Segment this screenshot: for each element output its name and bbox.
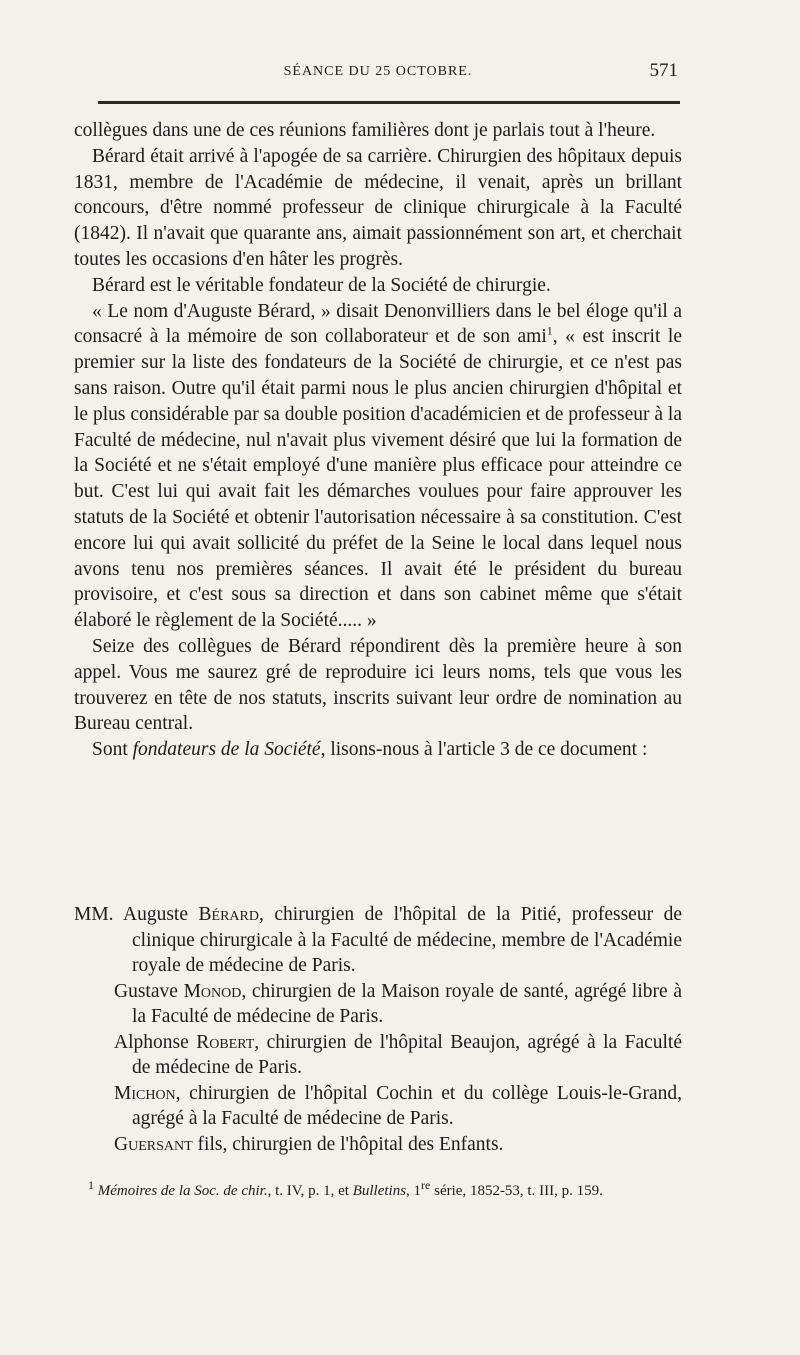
paragraph: collègues dans une de ces réunions familières dont je parlais tout à l'heure. (74, 120, 656, 141)
list-item (74, 979, 682, 1030)
entry-name: Robert (196, 1031, 255, 1053)
entry-desc: , chirurgien de l'hôpital de la Pitié, professeur de clinique chirurgicale à la Faculté de médecine, membre de l'Académie royale de médecine de Paris. (132, 904, 682, 976)
page-header (74, 60, 682, 90)
entry-name: Michon (114, 1082, 176, 1104)
emphasis: fondateurs de la Société (132, 739, 321, 761)
entry-prefix: Alphonse (114, 1031, 197, 1053)
body-text (74, 118, 682, 763)
paragraph: Bérard est le véritable fondateur de la Société de chirurgie. (92, 274, 551, 296)
paragraph: Seize des collègues de Bérard répondirent dès la première heure à son appel. Vous me saurez gré de reproduire ici leurs noms, tels que vous les trouverez en tête de nos statuts, inscrits suivant leur ordre de nomination au Bureau central. (74, 635, 682, 735)
entry-desc: fils, chirurgien de l'hôpital des Enfants. (192, 1133, 504, 1155)
entry-prefix: Gustave (114, 980, 184, 1002)
running-head: SÉANCE DU 25 OCTOBRE. (283, 64, 473, 79)
text-run: , t. IV, p. 1, et (267, 1183, 353, 1199)
list-item (74, 1030, 682, 1081)
page-number: 571 (649, 60, 678, 81)
text-run: , lisons-nous à l'article 3 de ce document : (320, 739, 648, 761)
emphasis: Mémoires de la Soc. de chir. (97, 1183, 268, 1199)
list-item (74, 1081, 682, 1132)
entry-name: Monod (183, 980, 242, 1002)
superscript: re (421, 1178, 431, 1192)
header-rule (98, 101, 680, 104)
paragraph (74, 299, 682, 634)
founders-list (74, 902, 682, 1157)
entry-desc: , chirurgien de l'hôpital Beaujon, agrégé à la Faculté de médecine de Paris. (132, 1031, 682, 1078)
entry-name: Bérard (198, 904, 259, 925)
paragraph: Bérard était arrivé à l'apogée de sa carrière. Chirurgien des hôpitaux depuis 1831, membre de l'Académie de médecine, il venait, après un brillant concours, d'être nommé professeur de clinique chirurgicale à la Faculté (1842). Il n'avait que quarante ans, aimait passionnément son art, et cherchait toutes les occasions d'en hâter les progrès. (74, 145, 682, 270)
text-run: Sont (92, 739, 133, 761)
quote-rest: , « est inscrit le premier sur la liste des fondateurs de la Société de chirurgie, et ce n'est pas sans raison. Outre qu'il était parmi nous le plus ancien chirurgien d'hôpital et le plus considérable par sa double position d'académicien et de professeur à la Faculté de médecine, nul n'avait plus vivement désiré que lui la formation de la Société et ne s'était employé d'une manière plus efficace pour atteindre ce but. C'est lui qui avait fait les démarches voulues pour faire approuver les statuts de la Société et obtenir l'autorisation nécessaire à sa constitution. C'est encore lui qui avait sollicité du préfet de la Seine le local dans lequel nous avons tenu nos premières séances. Il avait été le président du bureau provisoire, et c'est sous sa direction et dans son cabinet même que s'était élaboré le règlement de la Société..... » (74, 326, 682, 632)
footnote (74, 1180, 682, 1202)
entry-prefix: MM. Auguste (74, 904, 199, 925)
list-item (74, 902, 682, 979)
emphasis: Bulletins (352, 1183, 407, 1199)
entry-desc: , chirurgien de la Maison royale de santé, agrégé libre à la Faculté de médecine de Paris. (132, 980, 682, 1027)
footnote-text (74, 1180, 682, 1202)
list-item (74, 1132, 682, 1158)
entry-desc: , chirurgien de l'hôpital Cochin et du collège Louis-le-Grand, agrégé à la Faculté de médecine de Paris. (132, 1082, 682, 1129)
paragraph (74, 737, 682, 763)
entry-name: Guersant (114, 1133, 193, 1155)
footnote-mark: 1 (88, 1178, 94, 1192)
text-run: série, 1852-53, t. III, p. 159. (430, 1183, 603, 1199)
quote-start: « Le nom d'Auguste Bérard, » disait Denonvilliers dans le bel éloge qu'il a consacré à la mémoire de son collaborateur et de son ami (74, 300, 682, 348)
text-run: , 1 (406, 1183, 422, 1199)
footnote-reference: 1 (546, 323, 553, 338)
